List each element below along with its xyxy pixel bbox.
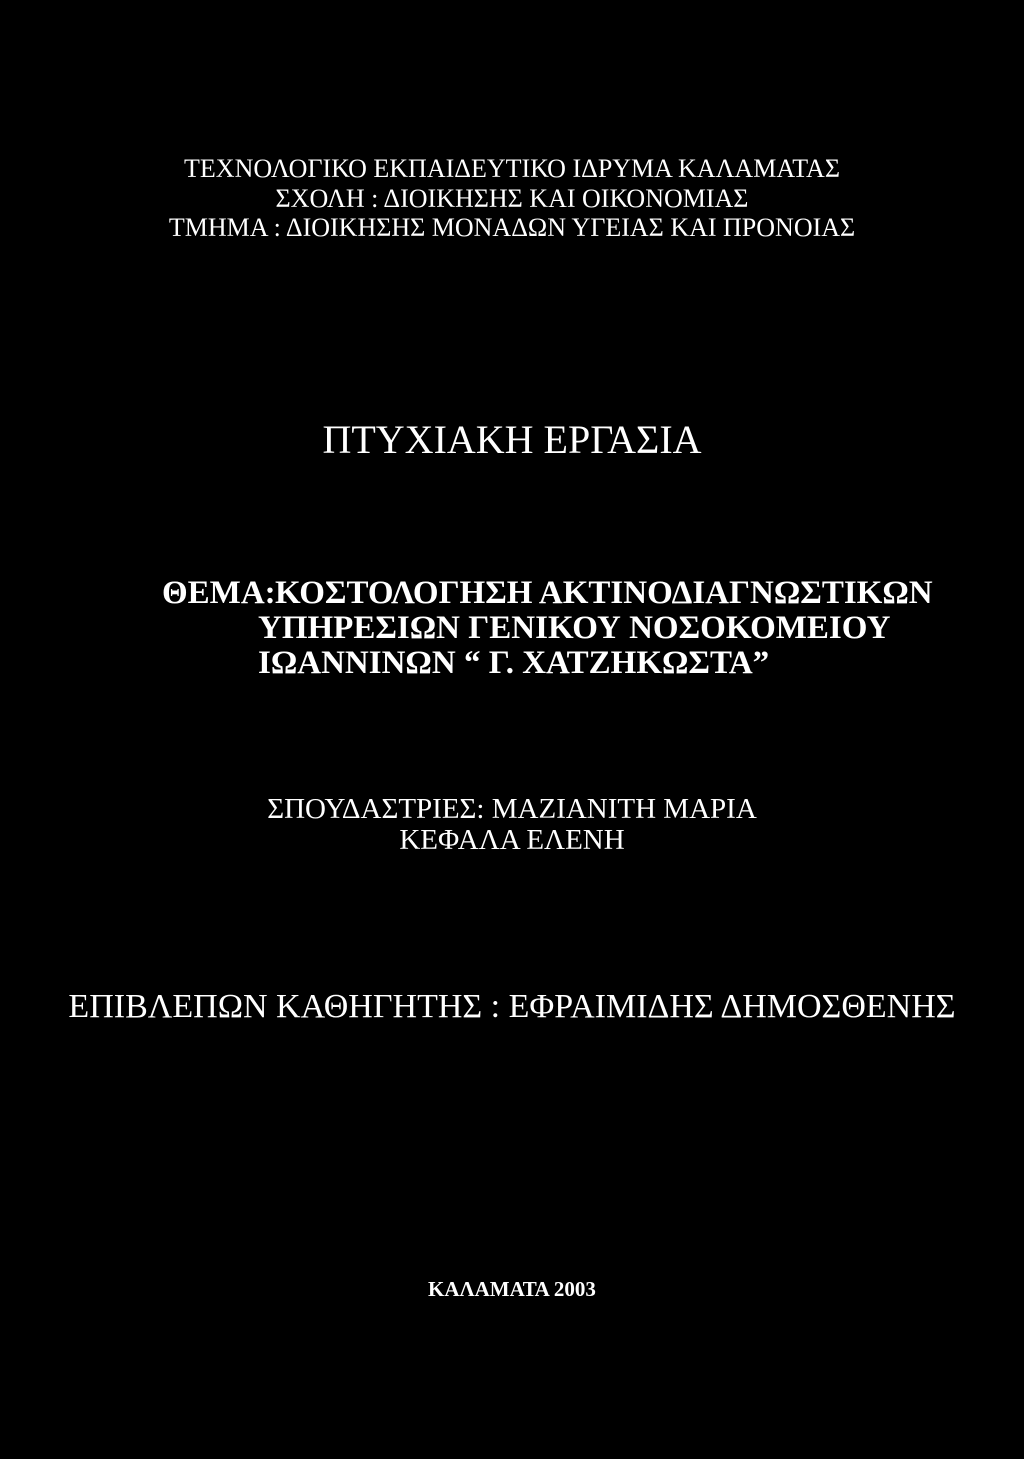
- subject-line-3: ΙΩΑΝΝΙΝΩΝ “ Γ. ΧΑΤΖΗΚΩΣΤΑ”: [258, 645, 770, 681]
- supervisor-label: ΕΠΙΒΛΕΠΩΝ ΚΑΘΗΓΗΤΗΣ :: [68, 988, 501, 1025]
- subject-line-2: ΥΠΗΡΕΣΙΩΝ ΓΕΝΙΚΟΥ ΝΟΣΟΚΟΜΕΙΟΥ: [258, 610, 891, 646]
- subject-label: ΘΕΜΑ:: [162, 575, 276, 611]
- student-name-1: ΜΑΖΙΑΝΙΤΗ ΜΑΡΙΑ: [491, 793, 757, 825]
- document-title: ΠΤΥΧΙΑΚΗ ΕΡΓΑΣΙΑ: [322, 417, 702, 462]
- place-year: ΚΑΛΑΜΑΤΑ 2003: [428, 1277, 596, 1301]
- supervisor-line: [0, 990, 1024, 1024]
- department-name: ΤΜΗΜΑ : ΔΙΟΙΚΗΣΗΣ ΜΟΝΑΔΩΝ ΥΓΕΙΑΣ ΚΑΙ ΠΡΟΝΟΙΑΣ: [168, 213, 856, 242]
- subject-line-1: ΚΟΣΤΟΛΟΓΗΣΗ ΑΚΤΙΝΟΔΙΑΓΝΩΣΤΙΚΩΝ: [275, 575, 933, 611]
- school-name: ΣΧΟΛΗ : ΔΙΟΙΚΗΣΗΣ ΚΑΙ ΟΙΚΟΝΟΜΙΑΣ: [275, 184, 749, 213]
- students-label: ΣΠΟΥΔΑΣΤΡΙΕΣ:: [267, 793, 485, 825]
- institution-name: ΤΕΧΝΟΛΟΓΙΚΟ ΕΚΠΑΙΔΕΥΤΙΚΟ ΙΔΡΥΜΑ ΚΑΛΑΜΑΤΑΣ: [184, 154, 840, 183]
- students-line-1: [0, 795, 1024, 824]
- supervisor-name: ΕΦΡΑΙΜΙΔΗΣ ΔΗΜΟΣΘΕΝΗΣ: [508, 988, 956, 1025]
- student-name-2: ΚΕΦΑΛΑ ΕΛΕΝΗ: [399, 824, 625, 856]
